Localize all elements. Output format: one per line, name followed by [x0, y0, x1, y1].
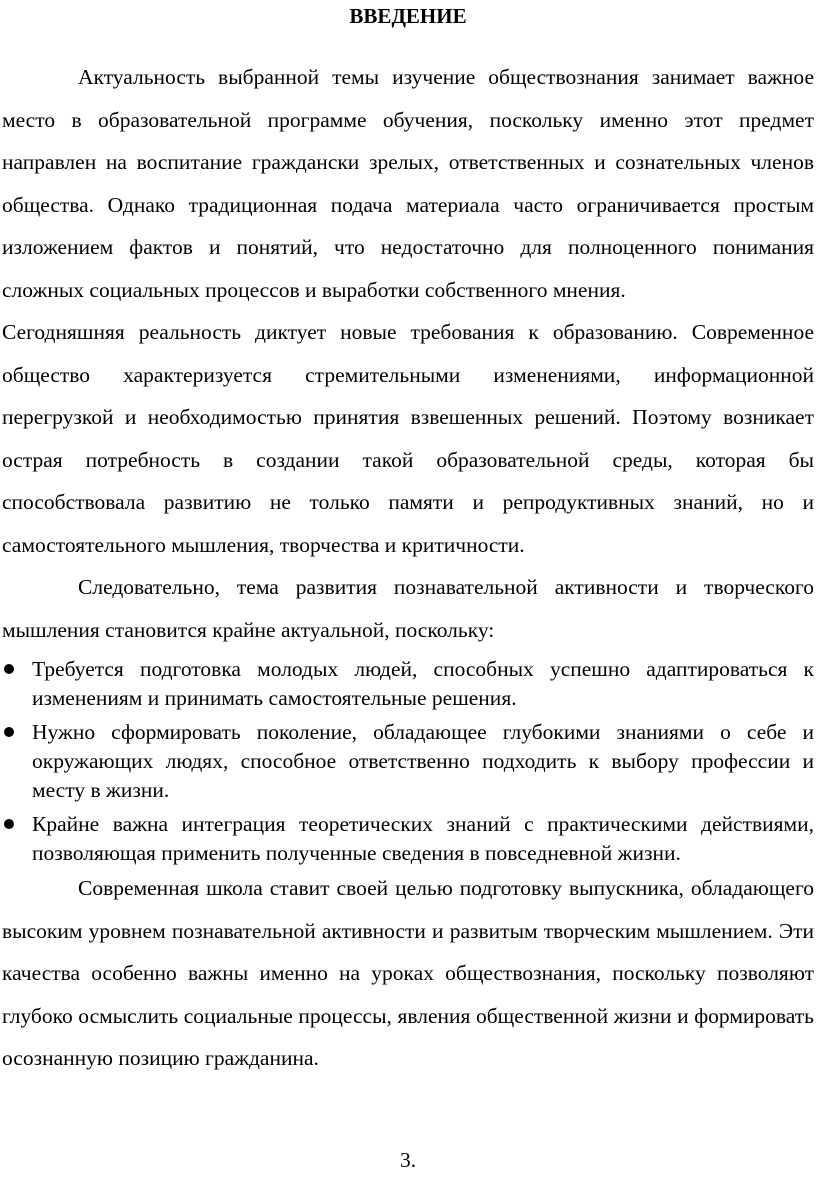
- list-item: [2, 655, 814, 713]
- list-item-text: Крайне важна интеграция теоретических знаний с практическими действиями, позволяющая применить полученные сведения в повседневной жизни.: [32, 812, 814, 865]
- paragraph-modern-school: Современная школа ставит своей целью подготовку выпускника, обладающего высоким уровнем познавательной активности и развитым творческим мышлением. Эти качества особенно важны именно на уроках обществознания, поскольку позволяют глубоко осмыслить социальные процессы, явления общественной жизни и формировать осознанную позицию гражданина.: [2, 876, 814, 1070]
- bullet-list: [2, 655, 814, 868]
- bullet-icon: [4, 819, 14, 829]
- paragraph-modern-reality: Сегодняшняя реальность диктует новые требования к образованию. Современное общество характеризуется стремительными изменениями, информационной перегрузкой и необходимостью принятия взвешенных решений. Поэтому возникает острая потребность в создании такой образовательной среды, которая бы способствовала развитию не только памяти и репродуктивных знаний, но и самостоятельного мышления, творчества и критичности.: [2, 320, 814, 557]
- page-title: ВВЕДЕНИЕ: [349, 4, 467, 28]
- list-item-text: Нужно сформировать поколение, обладающее глубокими знаниями о себе и окружающих людях, способное ответственно подходить к выбору профессии и месту в жизни.: [32, 720, 814, 802]
- list-item: [2, 810, 814, 868]
- bullet-icon: [4, 727, 14, 737]
- list-item: [2, 718, 814, 805]
- bullet-icon: [4, 664, 14, 674]
- page-number: 3.: [399, 1148, 417, 1172]
- paragraph-conclusion-intro: Следовательно, тема развития познавательной активности и творческого мышления становится крайне актуальной, поскольку:: [2, 575, 814, 642]
- paragraph-relevance: Актуальность выбранной темы изучение обществознания занимает важное место в образовательной программе обучения, поскольку именно этот предмет направлен на воспитание граждански зрелых, ответственных и сознательных членов общества. Однако традиционная подача материала часто ограничивается простым изложением фактов и понятий, что недостаточно для полноценного понимания сложных социальных процессов и выработки собственного мнения.: [2, 65, 814, 302]
- list-item-text: Требуется подготовка молодых людей, способных успешно адаптироваться к изменениям и принимать самостоятельные решения.: [32, 657, 814, 710]
